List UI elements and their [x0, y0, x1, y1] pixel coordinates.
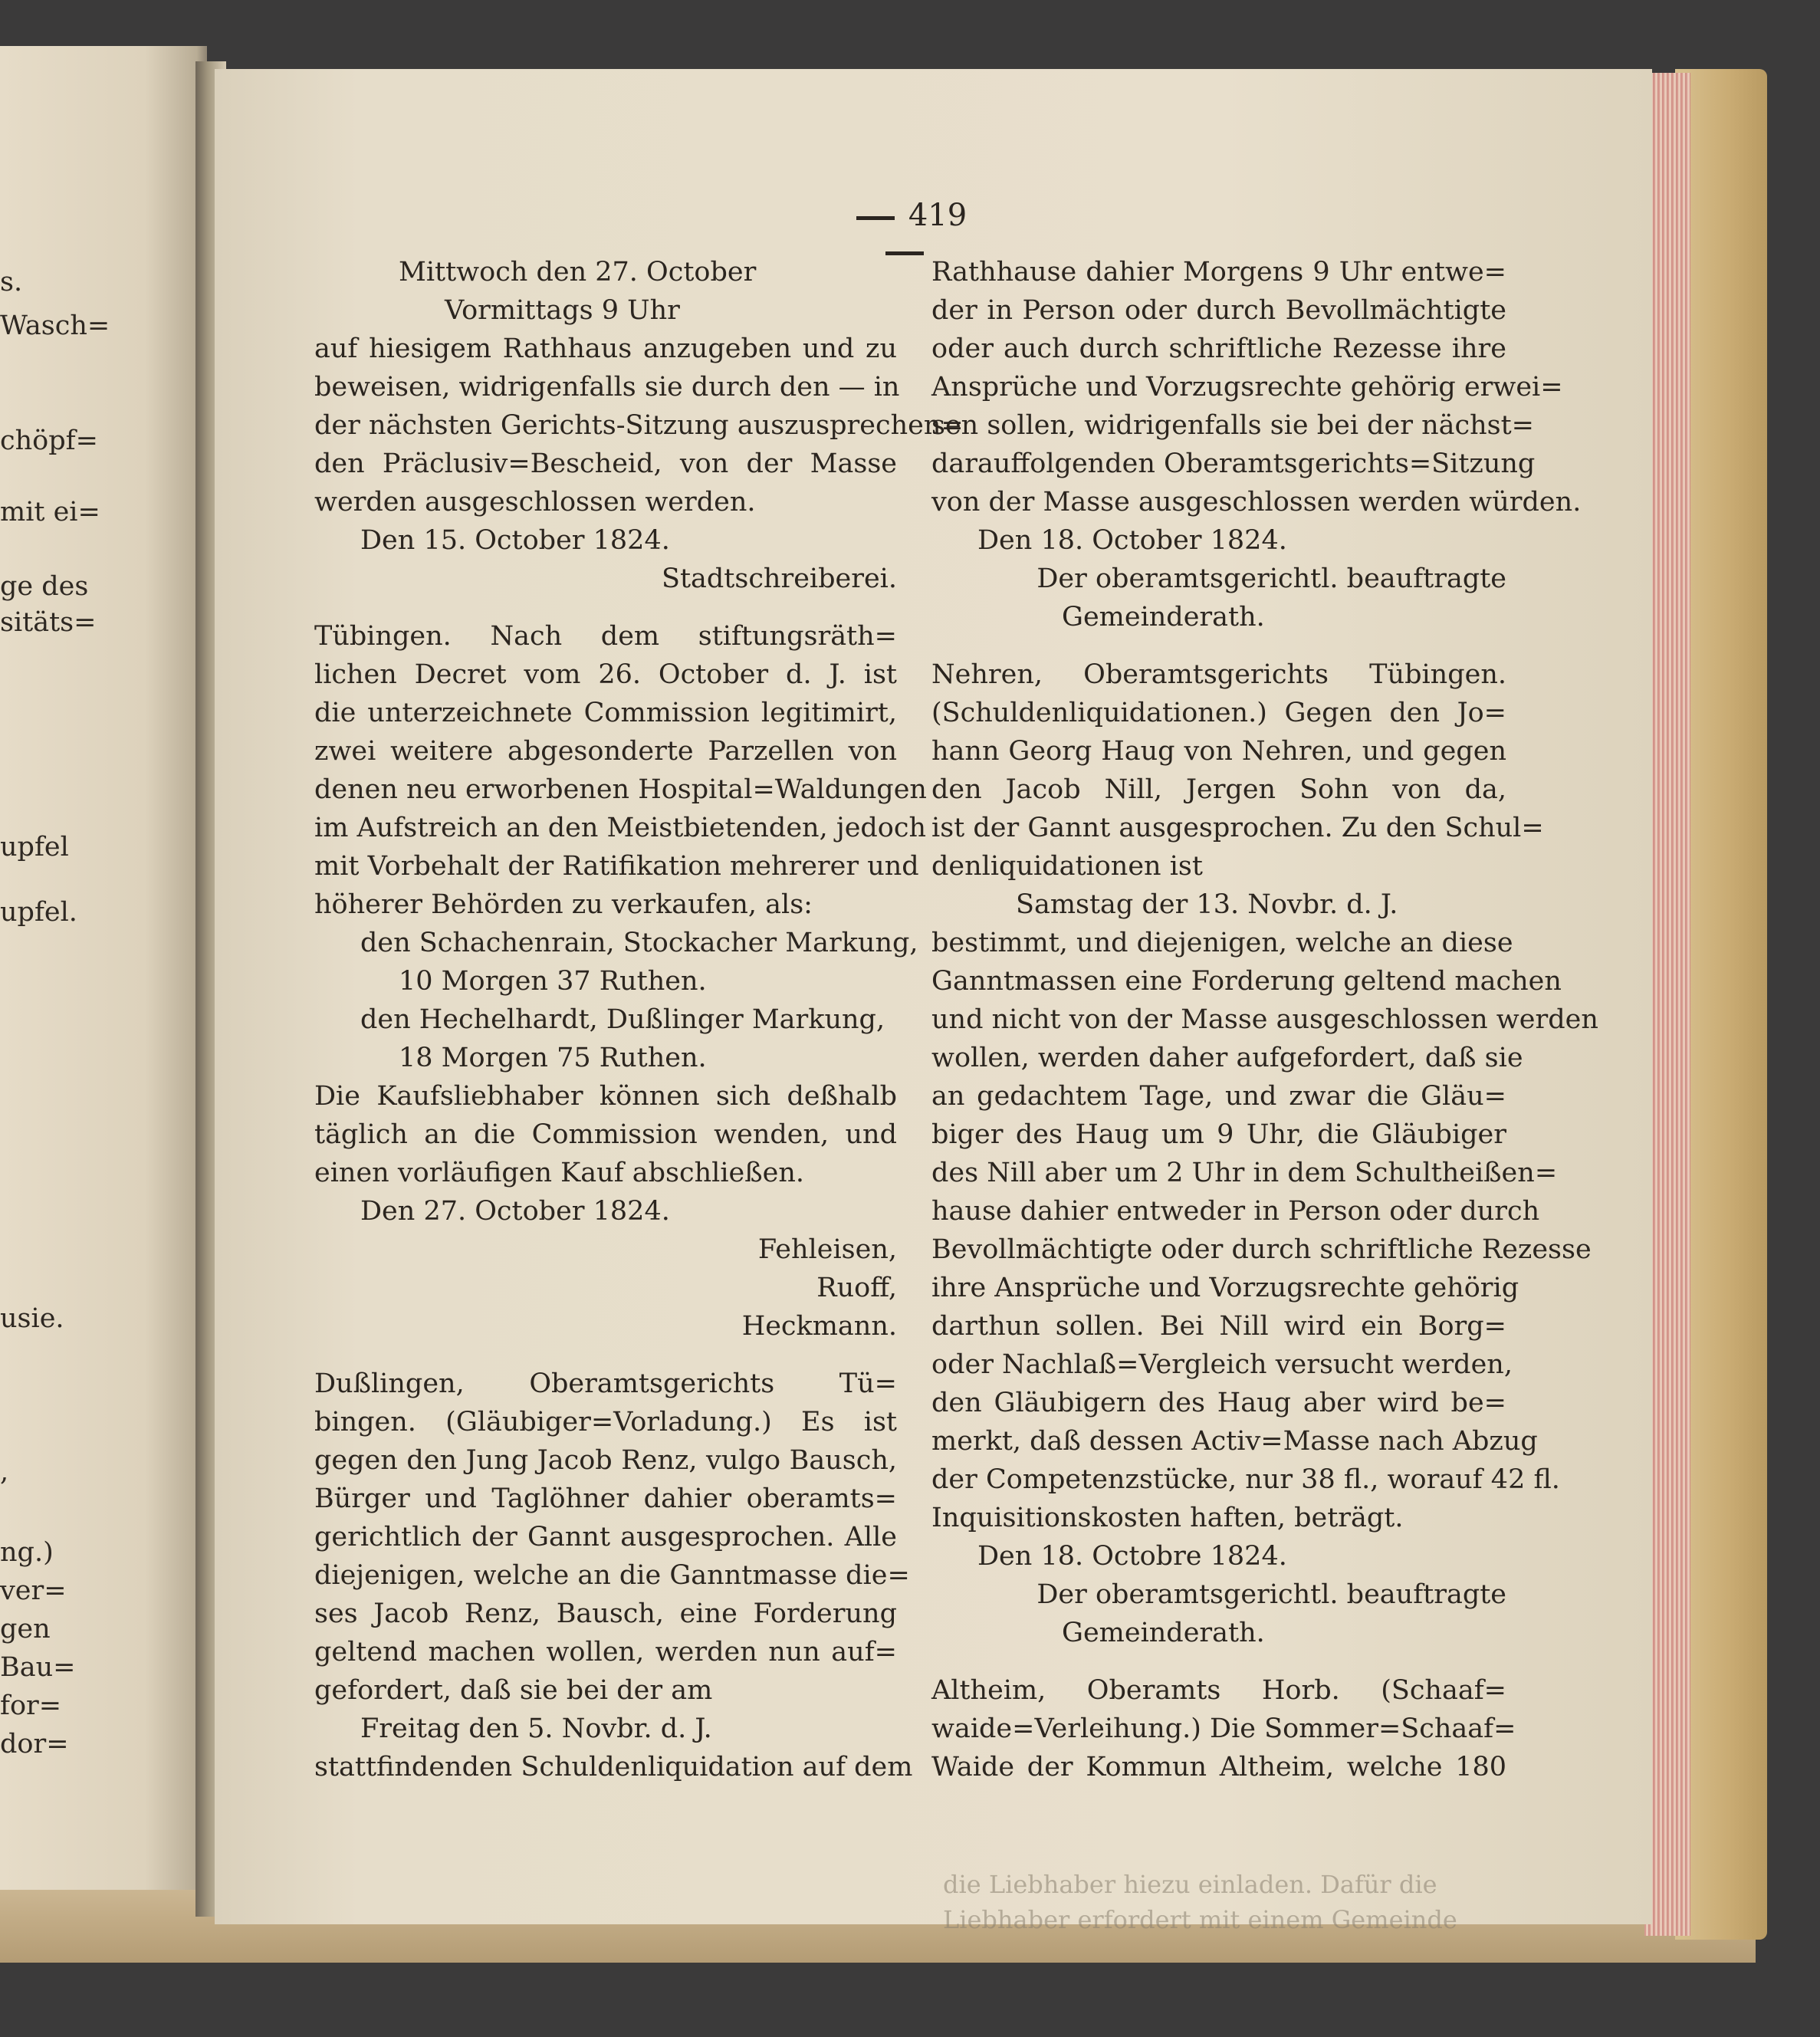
text-line: darthun sollen. Bei Nill wird ein Borg=	[931, 1311, 1506, 1342]
text-line: den Hechelhardt, Dußlinger Markung,	[360, 1004, 885, 1035]
text-line: lichen Decret vom 26. October d. J. ist	[314, 659, 897, 690]
text-line: ist der Gannt ausgesprochen. Zu den Schul=	[931, 813, 1544, 843]
text-line: Ganntmassen eine Forderung geltend machen	[931, 966, 1562, 997]
fragment: for=	[0, 1690, 62, 1721]
date-line: Den 15. October 1824.	[360, 525, 670, 556]
text-line: die unterzeichnete Commission legitimirt,	[314, 698, 897, 728]
text-line: beweisen, widrigenfalls sie durch den — in	[314, 372, 900, 402]
text-line: Nehren, Oberamtsgerichts Tübingen.	[931, 659, 1506, 690]
text-line: Bevollmächtigte oder durch schriftliche Rezesse	[931, 1234, 1592, 1265]
text-line: Vormittags 9 Uhr	[445, 295, 680, 326]
fragment: ,	[0, 1457, 9, 1487]
signature: Der oberamtsgerichtl. beauftragte	[1036, 563, 1506, 594]
text-line: Die Kaufsliebhaber können sich deßhalb	[314, 1081, 897, 1112]
signature: Der oberamtsgerichtl. beauftragte	[1036, 1579, 1506, 1610]
text-line: bingen. (Gläubiger=Vorladung.) Es ist	[314, 1407, 897, 1437]
fragment: chöpf=	[0, 425, 98, 456]
text-line: 18 Morgen 75 Ruthen.	[399, 1043, 707, 1073]
fragment: upfel.	[0, 897, 77, 928]
bleed-through-text	[943, 1867, 1457, 1937]
signature: Heckmann.	[741, 1311, 897, 1342]
fragment: ver=	[0, 1575, 67, 1606]
text-line: oder auch durch schriftliche Rezesse ihre	[931, 333, 1506, 364]
fragment: ge des	[0, 571, 89, 602]
text-line: Waide der Kommun Altheim, welche 180	[931, 1752, 1506, 1782]
left-column	[314, 253, 964, 1786]
text-line: der nächsten Gerichts-Sitzung auszusprechen=	[314, 410, 964, 441]
fragment: gen	[0, 1614, 51, 1644]
fragment: upfel	[0, 832, 69, 862]
text-line: sen sollen, widrigenfalls sie bei der nächst=	[931, 410, 1535, 441]
text-line: Bürger und Taglöhner dahier oberamts=	[314, 1483, 897, 1514]
text-line: Altheim, Oberamts Horb. (Schaaf=	[931, 1675, 1506, 1706]
text-line: der Competenzstücke, nur 38 fl., worauf 42 fl.	[931, 1464, 1560, 1495]
page-number-text: 419	[908, 198, 967, 233]
fragment: ng.)	[0, 1537, 54, 1568]
fragment: Wasch=	[0, 310, 110, 341]
text-line: von der Masse ausgeschlossen werden würden.	[931, 487, 1582, 517]
text-line: (Schuldenliquidationen.) Gegen den Jo=	[931, 698, 1506, 728]
text-line: oder Nachlaß=Vergleich versucht werden,	[931, 1349, 1513, 1380]
text-line: 10 Morgen 37 Ruthen.	[399, 966, 707, 997]
text-line: Mittwoch den 27. October	[399, 257, 757, 287]
text-line: gerichtlich der Gannt ausgesprochen. Alle	[314, 1522, 897, 1552]
text-line: den Präclusiv=Bescheid, von der Masse	[314, 448, 897, 479]
text-line: an gedachtem Tage, und zwar die Gläu=	[931, 1081, 1506, 1112]
text-line: stattfindenden Schuldenliquidation auf dem	[314, 1752, 913, 1782]
signature: Stadtschreiberei.	[661, 563, 897, 594]
text-line: denen neu erworbenen Hospital=Waldungen	[314, 774, 927, 805]
signature: Fehleisen,	[757, 1234, 897, 1265]
text-line: werden ausgeschlossen werden.	[314, 487, 756, 517]
fragment: usie.	[0, 1303, 64, 1334]
dash-left	[856, 216, 895, 220]
text-line: hause dahier entweder in Person oder durch	[931, 1196, 1540, 1227]
text-line: Dußlingen, Oberamtsgerichts Tü=	[314, 1368, 897, 1399]
text-line: im Aufstreich an den Meistbietenden, jedoch	[314, 813, 927, 843]
fragment: Bau=	[0, 1652, 76, 1683]
text-line: Ansprüche und Vorzugsrechte gehörig erwei=	[931, 372, 1563, 402]
bleed-line: die Liebhaber hiezu einladen. Dafür die	[943, 1870, 1437, 1899]
text-line: Samstag der 13. Novbr. d. J.	[1016, 889, 1398, 920]
text-line: höherer Behörden zu verkaufen, als:	[314, 889, 813, 920]
text-line: waide=Verleihung.) Die Sommer=Schaaf=	[931, 1713, 1516, 1744]
text-line: mit Vorbehalt der Ratifikation mehrerer und	[314, 851, 919, 882]
date-line: Den 18. Octobre 1824.	[977, 1541, 1287, 1572]
text-line: ses Jacob Renz, Bausch, eine Forderung	[314, 1598, 897, 1629]
signature: Gemeinderath.	[1062, 602, 1265, 632]
date-line: Den 27. October 1824.	[360, 1196, 670, 1227]
text-line: merkt, daß dessen Activ=Masse nach Abzug	[931, 1426, 1538, 1457]
text-line: Rathhause dahier Morgens 9 Uhr entwe=	[931, 257, 1506, 287]
right-column	[931, 253, 1598, 1786]
text-line: diejenigen, welche an die Ganntmasse die=	[314, 1560, 910, 1591]
text-line: einen vorläufigen Kauf abschließen.	[314, 1158, 805, 1188]
text-line: und nicht von der Masse ausgeschlossen werden	[931, 1004, 1598, 1035]
text-line: den Gläubigern des Haug aber wird be=	[931, 1388, 1506, 1418]
text-line: hann Georg Haug von Nehren, und gegen	[931, 736, 1506, 767]
text-line: bestimmt, und diejenigen, welche an diese	[931, 928, 1513, 958]
text-line: den Schachenrain, Stockacher Markung,	[360, 928, 918, 958]
text-line: zwei weitere abgesonderte Parzellen von	[314, 736, 897, 767]
text-line: biger des Haug um 9 Uhr, die Gläubiger	[931, 1119, 1506, 1150]
text-line: gegen den Jung Jacob Renz, vulgo Bausch,	[314, 1445, 897, 1476]
text-line: darauffolgenden Oberamtsgerichts=Sitzung	[931, 448, 1536, 479]
signature: Gemeinderath.	[1062, 1618, 1265, 1648]
fragment: dor=	[0, 1729, 69, 1759]
date-line: Den 18. October 1824.	[977, 525, 1287, 556]
bleed-line: Liebhaber erfordert mit einem Gemeinde	[943, 1905, 1457, 1934]
text-line: der in Person oder durch Bevollmächtigte	[931, 295, 1506, 326]
text-line: denliquidationen ist	[931, 851, 1203, 882]
fragment: sitäts=	[0, 607, 97, 638]
text-line: Tübingen. Nach dem stiftungsräth=	[314, 621, 897, 652]
text-line: Inquisitionskosten haften, beträgt.	[931, 1503, 1404, 1533]
text-line: des Nill aber um 2 Uhr in dem Schultheißen=	[931, 1158, 1558, 1188]
text-line: gefordert, daß sie bei der am	[314, 1675, 713, 1706]
signature: Ruoff,	[816, 1273, 897, 1303]
text-line: wollen, werden daher aufgefordert, daß sie	[931, 1043, 1523, 1073]
text-line: den Jacob Nill, Jergen Sohn von da,	[931, 774, 1506, 805]
text-line: ihre Ansprüche und Vorzugsrechte gehörig	[931, 1273, 1519, 1303]
text-line: geltend machen wollen, werden nun auf=	[314, 1637, 897, 1667]
fragment: mit ei=	[0, 497, 100, 527]
text-line: auf hiesigem Rathhaus anzugeben und zu	[314, 333, 897, 364]
text-line: täglich an die Commission wenden, und	[314, 1119, 897, 1150]
fragment: s.	[0, 267, 23, 297]
text-line: Freitag den 5. Novbr. d. J.	[360, 1713, 712, 1744]
